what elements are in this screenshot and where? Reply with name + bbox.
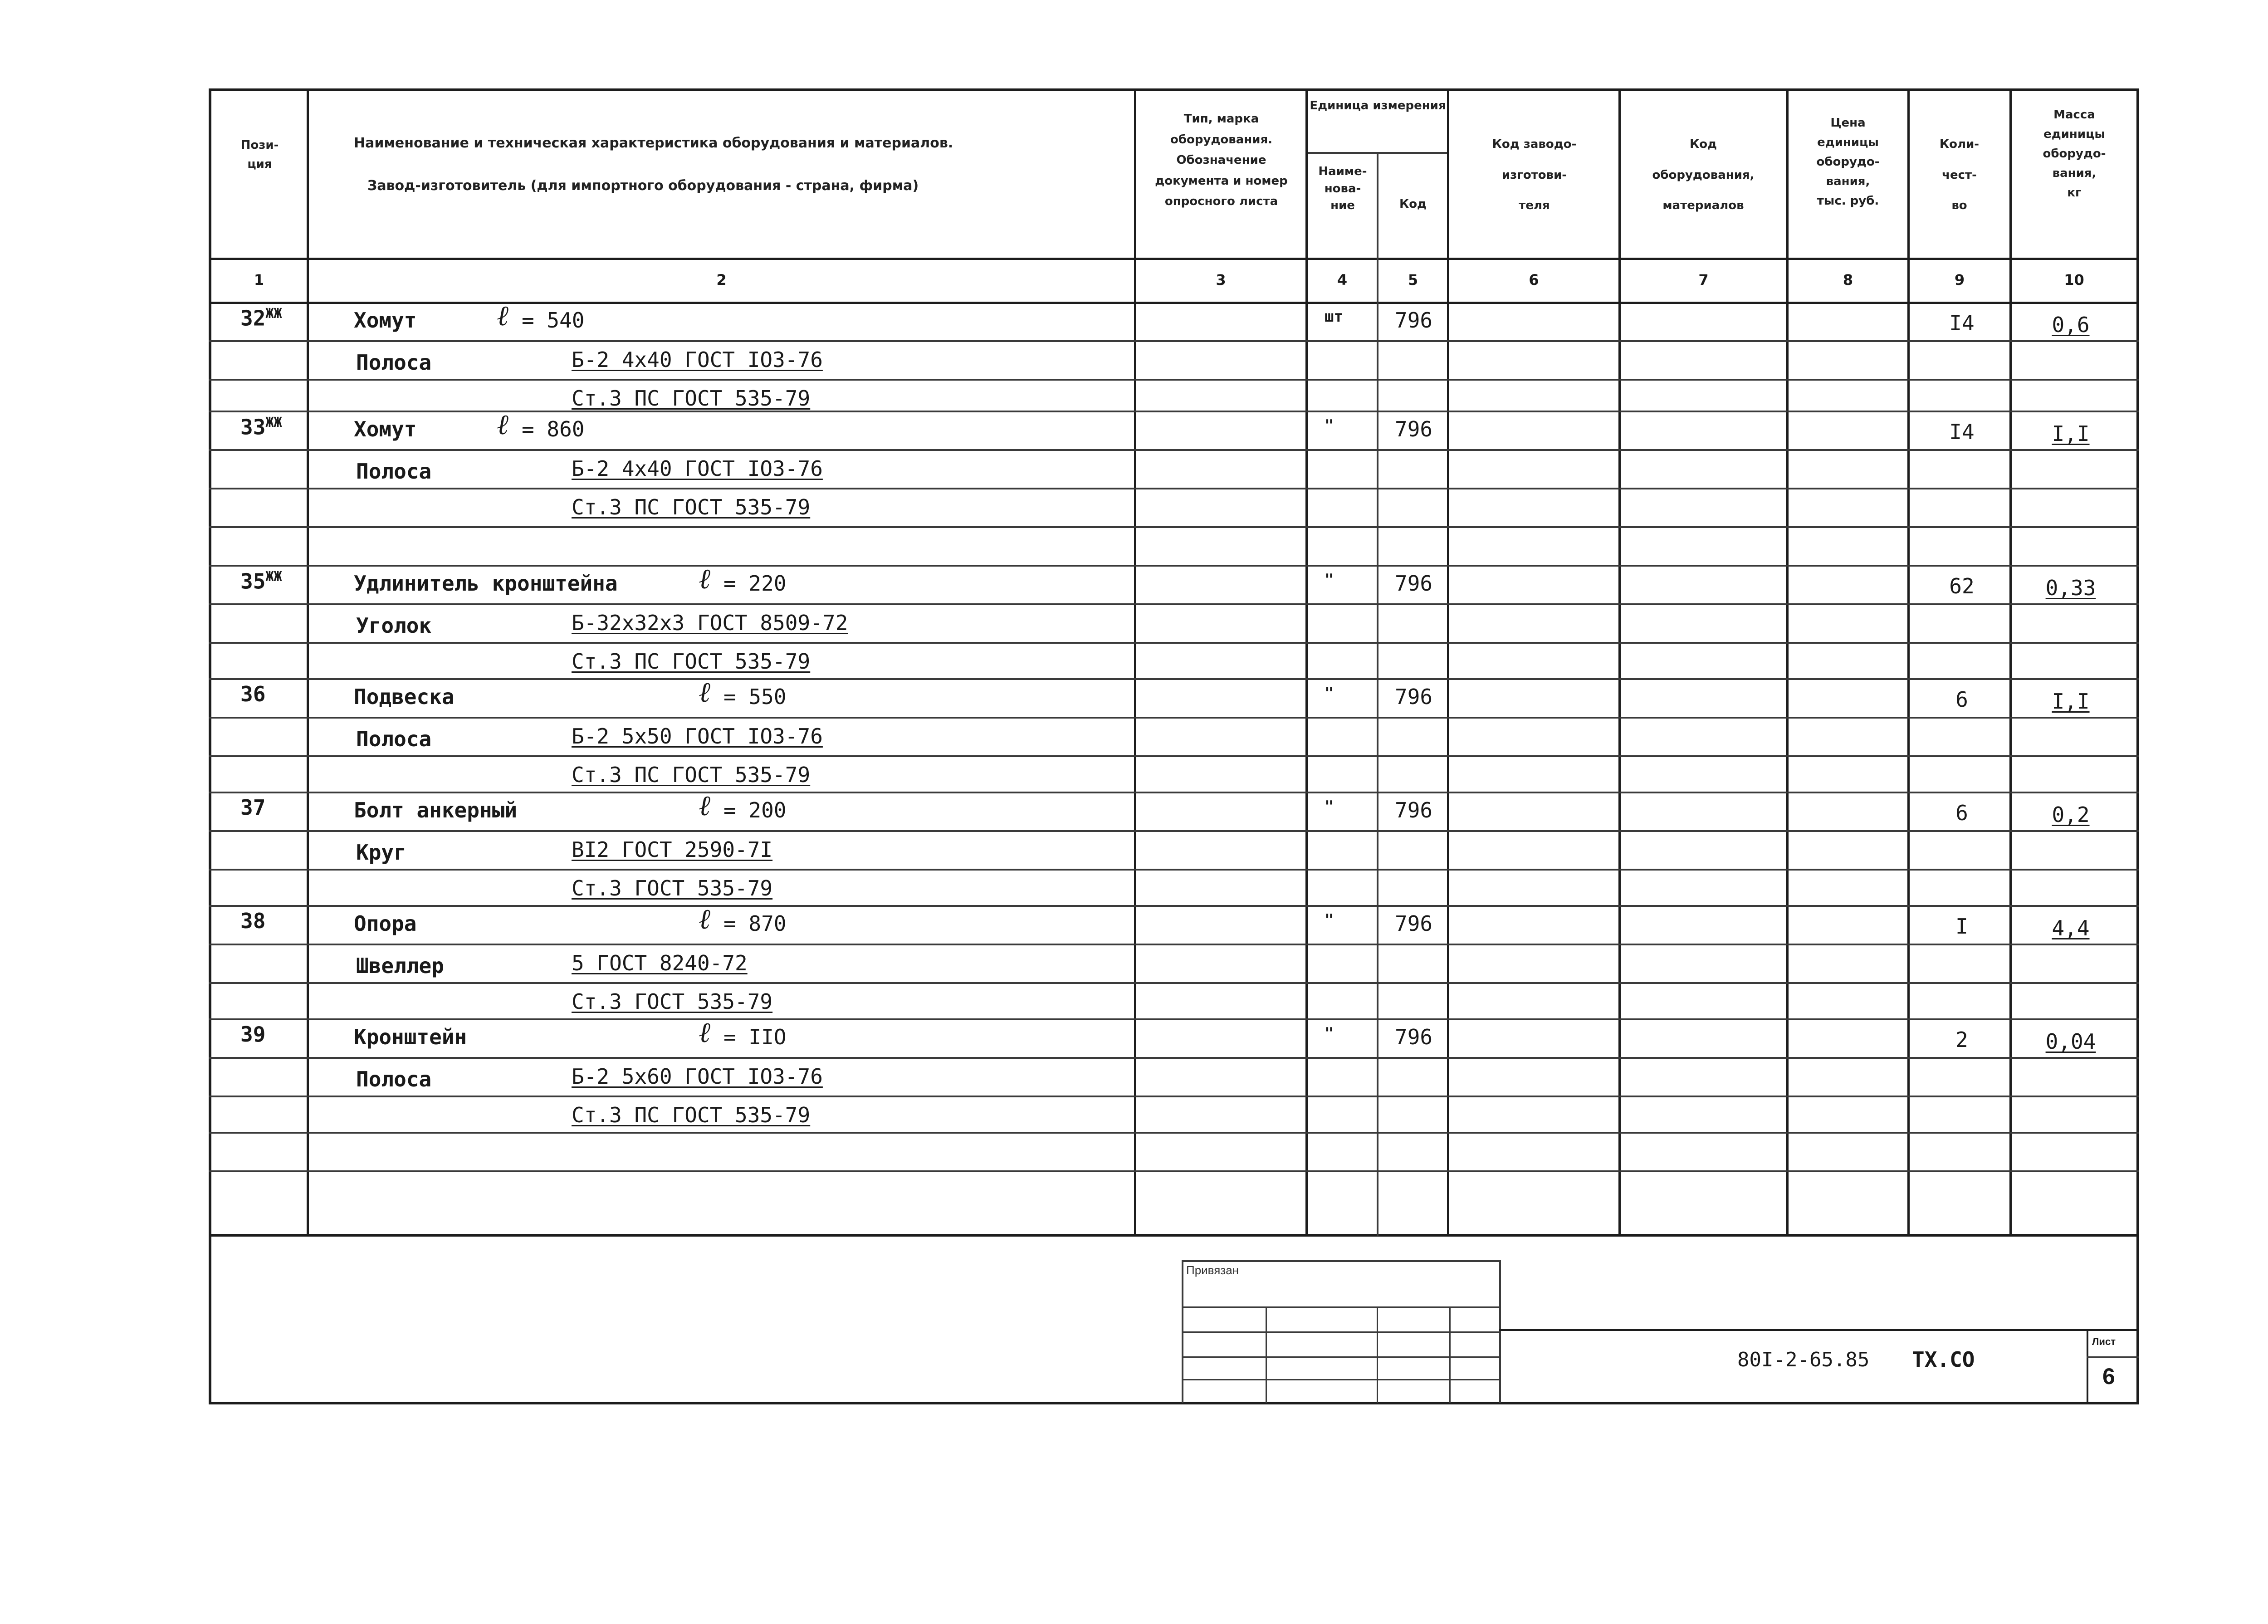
- material-name: Круг: [356, 840, 406, 865]
- row-position: [240, 306, 282, 331]
- item-name: Кронштейн: [354, 1025, 467, 1049]
- length-symbol-icon: ℓ: [699, 1016, 710, 1049]
- material-spec: Ст.3 ПС ГОСТ 535-79: [572, 649, 811, 674]
- material-spec: 5 ГОСТ 8240-72: [572, 951, 748, 975]
- header-unit-name: Наиме- нова- ние: [1318, 165, 1367, 213]
- column-number-10: 10: [2064, 271, 2084, 289]
- item-name: Болт анкерный: [354, 798, 518, 822]
- length-symbol-icon: ℓ: [699, 902, 710, 935]
- item-length: = 870: [723, 911, 787, 936]
- unit-mass: 4,4: [2052, 916, 2090, 940]
- header-equip-code: Код оборудования, материалов: [1652, 137, 1755, 213]
- length-symbol-icon: ℓ: [699, 789, 710, 822]
- item-length: = 200: [723, 798, 787, 822]
- sheet-number: 6: [2102, 1364, 2115, 1389]
- header-position: Пози- ция: [240, 138, 279, 171]
- material-name: Полоса: [356, 1067, 432, 1091]
- material-spec: Ст.3 ПС ГОСТ 535-79: [572, 763, 811, 787]
- column-number-1: 1: [254, 271, 264, 289]
- column-number-4: 4: [1337, 271, 1348, 289]
- column-number-9: 9: [1954, 271, 1965, 289]
- material-spec: Б-2 5х50 ГОСТ IО3-76: [572, 724, 823, 748]
- quantity: I: [1955, 914, 1968, 939]
- item-name: Удлинитель кронштейна: [354, 571, 618, 596]
- quantity: 62: [1949, 574, 1975, 598]
- position-number: 36: [240, 682, 266, 706]
- header-name-line2: Завод-изготовитель (для импортного оборудования - страна, фирма): [367, 178, 919, 194]
- unit-name: ": [1325, 911, 1334, 929]
- row-position: [240, 1024, 265, 1045]
- material-spec: Б-2 4х40 ГОСТ IО3-76: [572, 456, 823, 481]
- position-mark: ЖЖ: [265, 306, 282, 322]
- material-spec: Ст.3 ГОСТ 535-79: [572, 876, 773, 900]
- unit-mass: 0,6: [2052, 313, 2090, 337]
- position-number: 33: [240, 415, 266, 440]
- header-price: Цена единицы оборудо- вания, тыс. руб.: [1816, 116, 1880, 208]
- item-name: Хомут: [354, 417, 417, 441]
- length-symbol-icon: ℓ: [699, 562, 710, 595]
- quantity: I4: [1949, 311, 1975, 335]
- unit-code: 796: [1395, 308, 1433, 333]
- column-number-3: 3: [1216, 271, 1226, 289]
- unit-code: 796: [1395, 1025, 1433, 1049]
- material-spec: Ст.3 ПС ГОСТ 535-79: [572, 386, 811, 411]
- row-position: [240, 910, 265, 931]
- row-position: [240, 684, 265, 704]
- row-position: [240, 797, 265, 818]
- item-length: = 220: [723, 571, 787, 596]
- item-name: Хомут: [354, 308, 417, 333]
- material-spec: Ст.3 ПС ГОСТ 535-79: [572, 495, 811, 519]
- unit-code: 796: [1395, 798, 1433, 822]
- item-length: = IIО: [723, 1025, 787, 1049]
- material-spec: Б-32х32х3 ГОСТ 8509-72: [572, 611, 848, 635]
- length-symbol-icon: ℓ: [497, 408, 508, 441]
- quantity: 6: [1955, 687, 1968, 712]
- column-number-2: 2: [716, 271, 727, 289]
- header-unit-code: Код: [1399, 197, 1427, 211]
- header-mass: Масса единицы оборудо- вания, кг: [2043, 108, 2106, 200]
- column-number-6: 6: [1529, 271, 1539, 289]
- sheet-label: Лист: [2092, 1336, 2116, 1347]
- position-number: 35: [240, 569, 266, 594]
- header-plant-code: Код заводо- изготови- теля: [1492, 137, 1577, 213]
- material-name: Швеллер: [356, 954, 444, 978]
- unit-mass: 0,04: [2045, 1029, 2096, 1054]
- unit-mass: 0,33: [2045, 576, 2096, 600]
- unit-code: 796: [1395, 911, 1433, 936]
- item-length: = 550: [723, 685, 787, 709]
- doc-code: 80I-2-65.85: [1737, 1348, 1870, 1371]
- unit-name: ": [1325, 416, 1334, 435]
- material-name: Полоса: [356, 727, 432, 751]
- item-name: Подвеска: [354, 685, 455, 709]
- material-spec: Ст.3 ПС ГОСТ 535-79: [572, 1103, 811, 1127]
- length-symbol-icon: ℓ: [699, 675, 710, 709]
- material-spec: Б-2 4х40 ГОСТ IО3-76: [572, 347, 823, 372]
- row-position: [240, 415, 282, 440]
- unit-mass: 0,2: [2052, 802, 2090, 827]
- item-length: = 860: [522, 417, 585, 441]
- column-number-8: 8: [1843, 271, 1853, 289]
- material-name: Полоса: [356, 350, 432, 375]
- unit-code: 796: [1395, 417, 1433, 441]
- material-spec: ВI2 ГОСТ 2590-7I: [572, 837, 773, 862]
- position-number: 38: [240, 909, 266, 933]
- header-name-line1: Наименование и техническая характеристика оборудования и материалов.: [354, 135, 953, 151]
- position-number: 32: [240, 306, 266, 331]
- unit-name: ": [1325, 571, 1334, 589]
- material-name: Полоса: [356, 459, 432, 484]
- header-type: Тип, марка оборудования. Обозначение документа и номер опросного листа: [1155, 112, 1288, 208]
- quantity: I4: [1949, 420, 1975, 444]
- column-number-5: 5: [1408, 271, 1418, 289]
- unit-name: шт: [1325, 308, 1343, 326]
- unit-name: ": [1325, 684, 1334, 702]
- quantity: 2: [1955, 1027, 1968, 1052]
- item-length: = 540: [522, 308, 585, 333]
- unit-name: ": [1325, 1024, 1334, 1042]
- header-unit-group: Единица измерения: [1310, 99, 1446, 113]
- quantity: 6: [1955, 801, 1968, 825]
- length-symbol-icon: ℓ: [497, 299, 508, 332]
- position-mark: ЖЖ: [265, 415, 282, 430]
- unit-name: ": [1325, 797, 1334, 816]
- material-spec: Б-2 5х60 ГОСТ IО3-76: [572, 1064, 823, 1089]
- unit-mass: I,I: [2052, 689, 2090, 714]
- position-number: 37: [240, 795, 266, 820]
- doc-suffix: ТХ.СО: [1912, 1347, 1975, 1372]
- unit-mass: I,I: [2052, 421, 2090, 446]
- position-number: 39: [240, 1022, 266, 1047]
- position-mark: ЖЖ: [265, 569, 282, 585]
- item-name: Опора: [354, 911, 417, 936]
- header-qty: Коли- чест- во: [1939, 137, 1980, 213]
- unit-code: 796: [1395, 571, 1433, 596]
- material-spec: Ст.3 ГОСТ 535-79: [572, 989, 773, 1014]
- unit-code: 796: [1395, 685, 1433, 709]
- privyazan-label: Привязан: [1186, 1263, 1239, 1277]
- material-name: Уголок: [356, 613, 432, 638]
- row-position: [240, 570, 282, 592]
- column-number-7: 7: [1698, 271, 1709, 289]
